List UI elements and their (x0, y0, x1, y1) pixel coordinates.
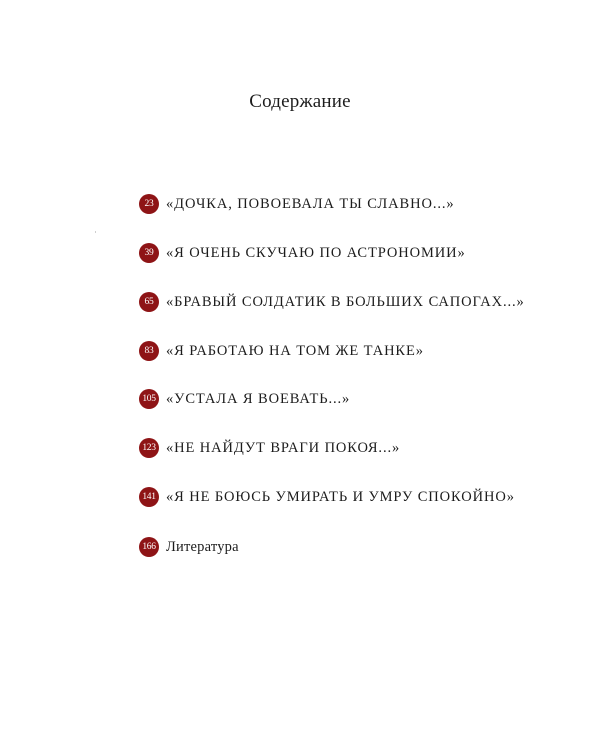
page-number-badge: 83 (139, 341, 159, 361)
toc-entry-title: «Я НЕ БОЮСЬ УМИРАТЬ И УМРУ СПОКОЙНО» (166, 488, 515, 505)
toc-entry[interactable] (139, 387, 350, 411)
toc-entry[interactable] (139, 241, 466, 265)
page-number-badge: 65 (139, 292, 159, 312)
toc-entry[interactable] (139, 339, 424, 363)
page-number-badge: 123 (139, 438, 159, 458)
toc-entry[interactable] (139, 535, 239, 559)
toc-entry-title: «ДОЧКА, ПОВОЕВАЛА ТЫ СЛАВНО...» (166, 195, 455, 212)
page-number-badge: 105 (139, 389, 159, 409)
toc-entry-title: «УСТАЛА Я ВОЕВАТЬ...» (166, 390, 351, 407)
page-number-badge: 166 (139, 537, 159, 557)
toc-entry-title: Литература (166, 538, 239, 555)
toc-entry-title: «Я ОЧЕНЬ СКУЧАЮ ПО АСТРОНОМИИ» (166, 244, 466, 261)
page-number-badge: 23 (139, 194, 159, 214)
page-number-badge: 141 (139, 487, 159, 507)
toc-entry[interactable] (139, 192, 455, 216)
page-number-badge: 39 (139, 243, 159, 263)
toc-entry[interactable] (139, 485, 515, 509)
toc-entry[interactable] (139, 436, 400, 460)
toc-entry-title: «БРАВЫЙ СОЛДАТИК В БОЛЬШИХ САПОГАХ...» (166, 293, 525, 310)
paper-speck (95, 231, 96, 233)
toc-entry-title: «НЕ НАЙДУТ ВРАГИ ПОКОЯ...» (166, 439, 401, 456)
toc-entry-title: «Я РАБОТАЮ НА ТОМ ЖЕ ТАНКЕ» (166, 342, 424, 359)
toc-entry[interactable] (139, 290, 525, 314)
contents-heading: Содержание (249, 91, 351, 112)
